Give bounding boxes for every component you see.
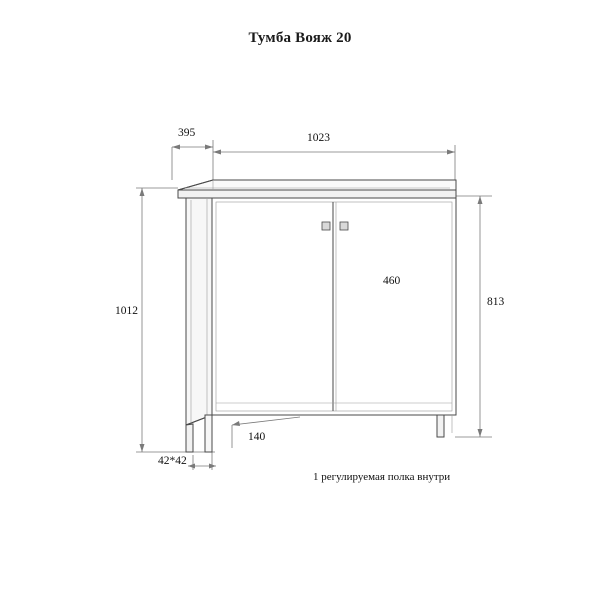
plinth-dimension <box>232 417 300 448</box>
page-title: Тумба Вояж 20 <box>248 30 352 46</box>
dimension-plinth: 140 <box>248 431 266 443</box>
cabinet-top-board <box>178 180 456 198</box>
cabinet-front-frame <box>212 198 456 415</box>
dimension-width: 1023 <box>307 132 330 144</box>
dimension-height-left: 1012 <box>115 305 138 317</box>
dimension-leg: 42*42 <box>158 455 187 467</box>
shelf-note: 1 регулируемая полка внутри <box>313 471 451 483</box>
leg-dimension <box>188 452 216 470</box>
dimension-height-right: 813 <box>487 296 505 308</box>
right-height-dimension <box>455 196 492 437</box>
dimension-door: 460 <box>383 275 401 287</box>
top-dimension-lines <box>172 140 455 185</box>
cabinet-side-panel <box>186 198 212 425</box>
dimension-depth: 395 <box>178 127 196 139</box>
cabinet-legs <box>186 415 452 452</box>
